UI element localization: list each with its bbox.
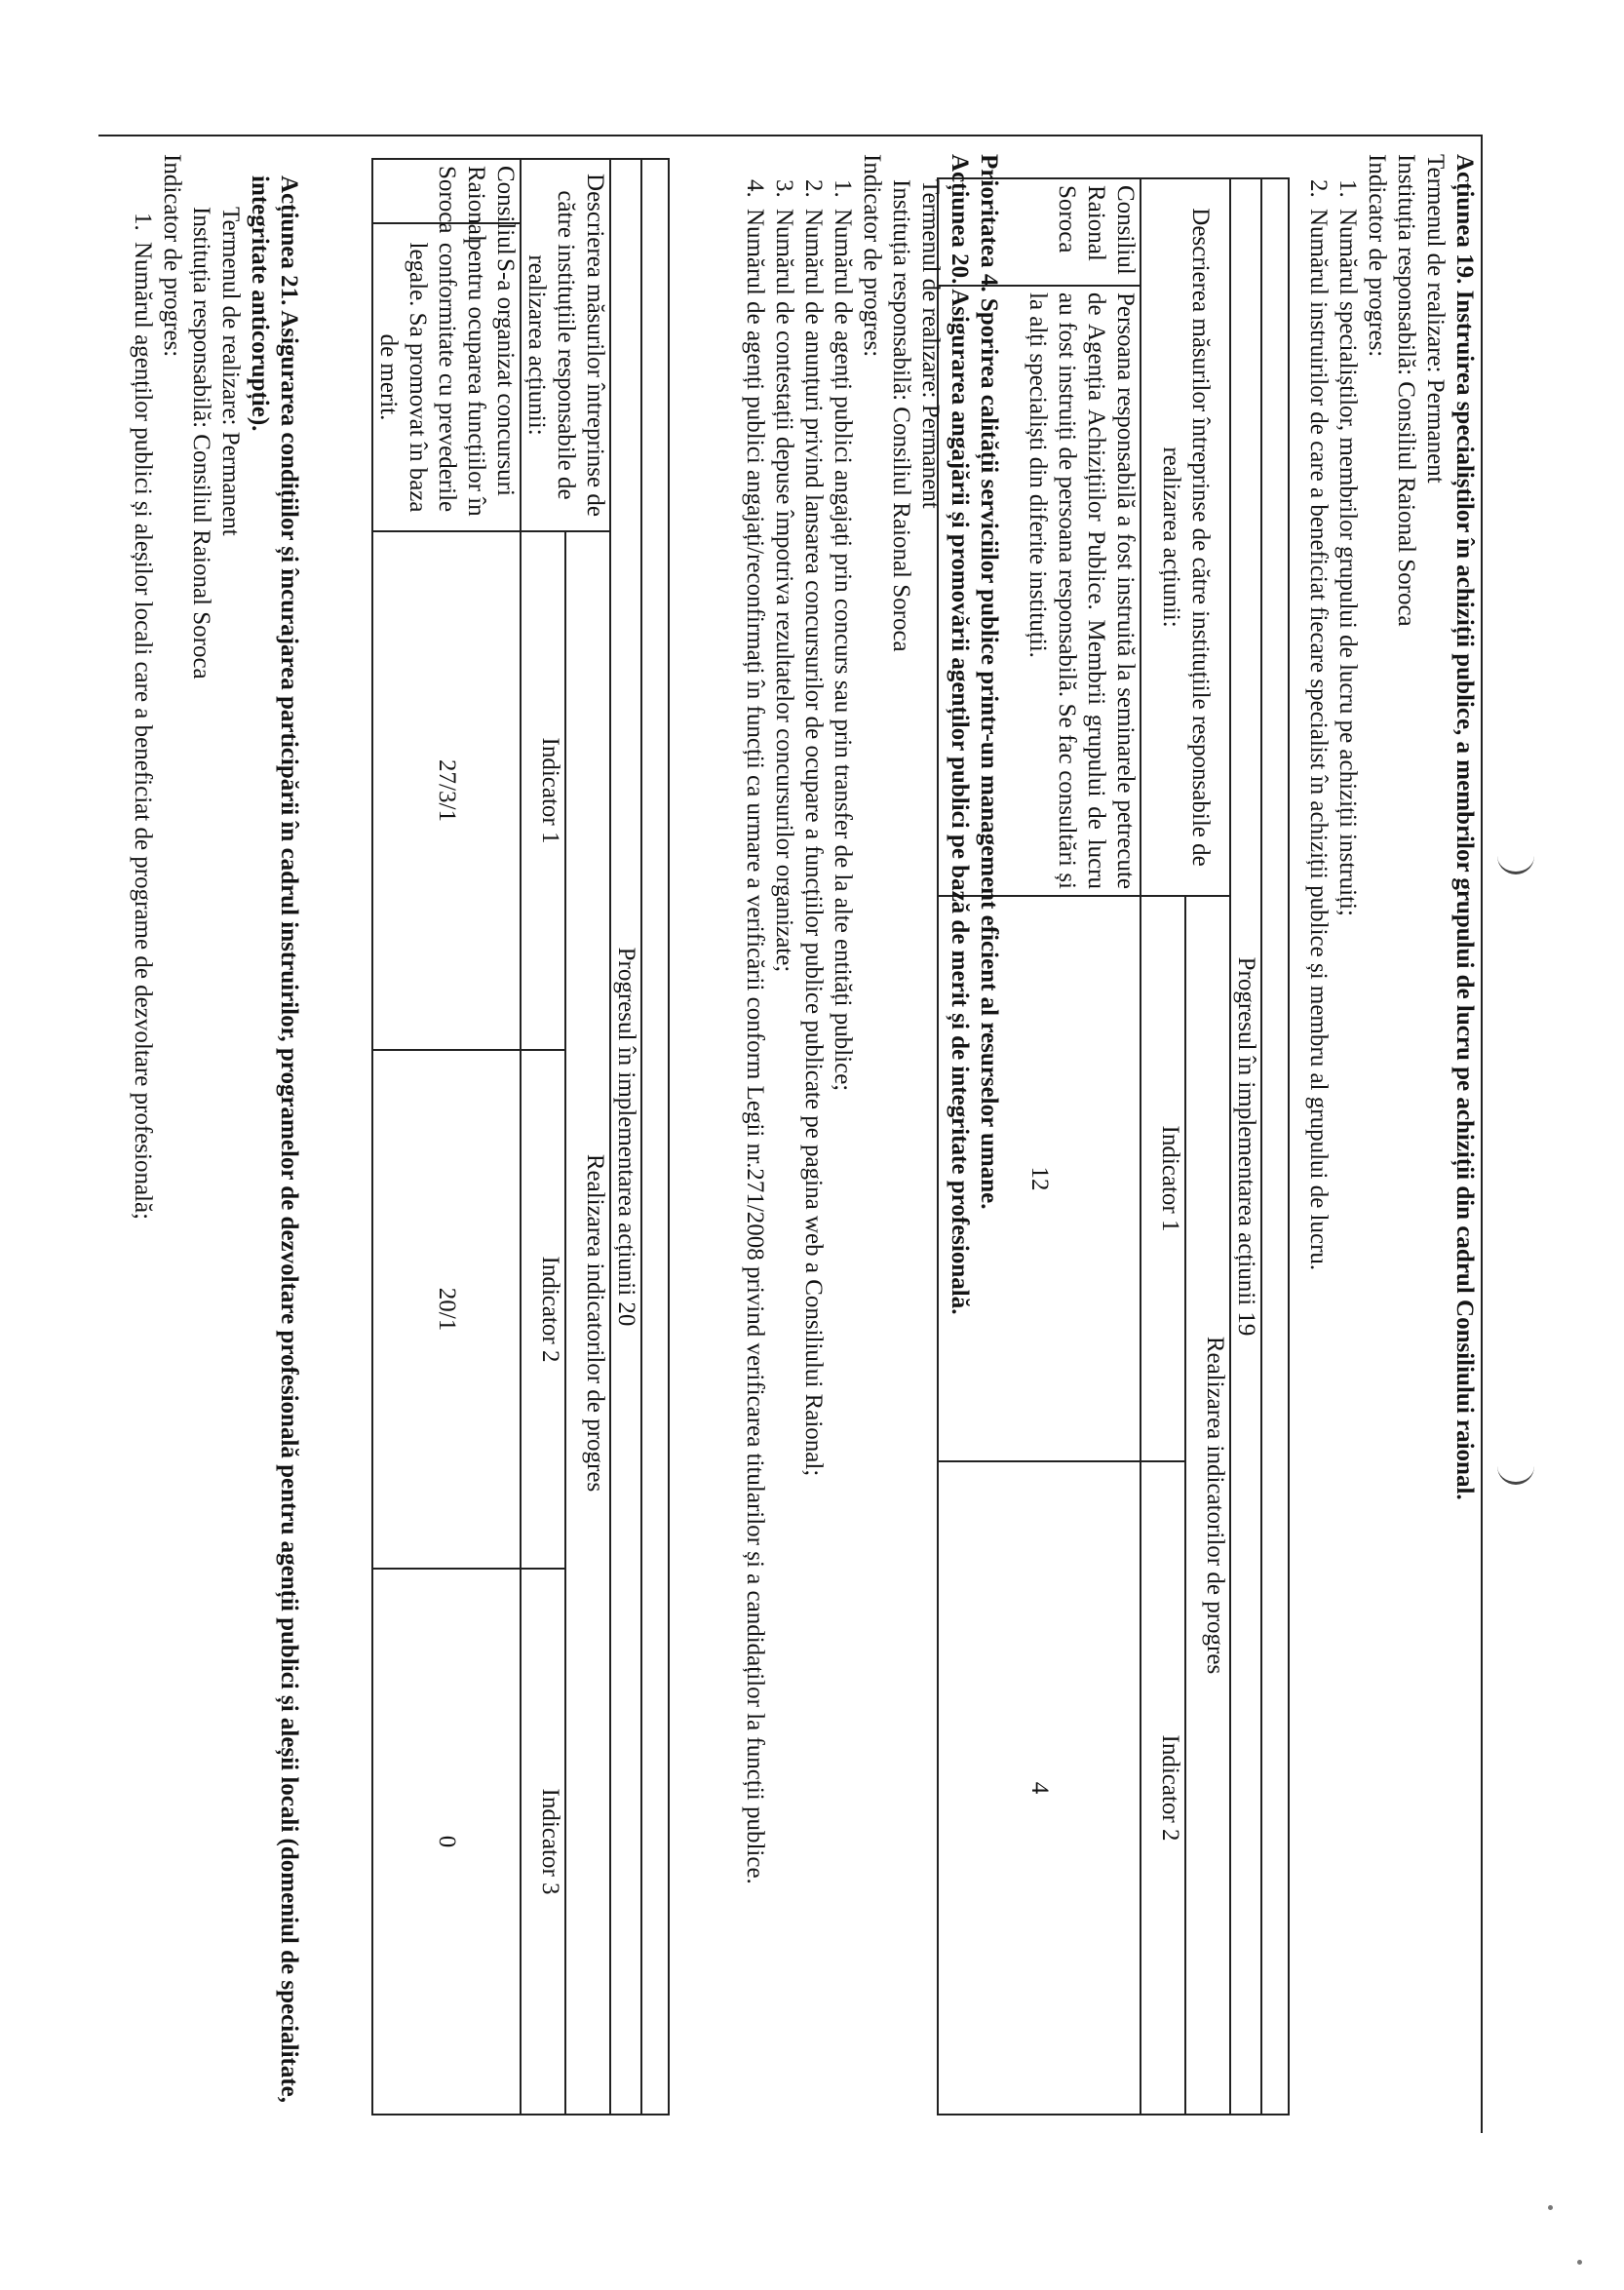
action-19-indicator-heading: Indicator de progres: (1364, 154, 1390, 358)
action-20-indicator-2: 2. Numărul de anunțuri privind lansarea concursurilor de ocupare a funcțiilor publice publicate pe pagina web a Consiliului Raional; (800, 179, 827, 1477)
table-19-measures-header: Descrierea măsurilor întreprinse de către instituțiile responsabile de realizarea acțiunii: (1141, 178, 1230, 896)
priority-4-title: Prioritatea 4. Sporirea calității serviciilor publice printr-un management eficient al resurselor umane. (976, 154, 1002, 1210)
action-19-section (1303, 154, 1479, 2123)
rotated-document-page (98, 135, 1483, 2133)
table-20-indicators-header: Realizarea indicatorilor de progres (565, 531, 610, 2115)
action-19-indicator-2: 2. Numărul instruirilor de care a beneficiat fiecare specialist în achiziții publice și membru al grupului de lucru. (1305, 179, 1332, 1271)
table-20-institution: Consiliul Raional Soroca (372, 159, 521, 223)
table-20-indicator-3-header: Indicator 3 (521, 1569, 565, 2115)
action-20-title: Acțiunea 20. Asigurarea angajării și promovării agenților publici pe bază de merit și de integritate profesională. (947, 154, 973, 1315)
table-20-value-1: 27/3/1 (372, 531, 521, 1050)
punch-hole-mark (1497, 1460, 1534, 1485)
table-20-indicator-2-header: Indicator 2 (521, 1050, 565, 1569)
action-21-indicator-heading: Indicator de progres: (159, 154, 185, 358)
table-20-measures-header: Descrierea măsurilor întreprinse de către instituțiile responsabile de realizarea acțiunii: (521, 159, 610, 531)
table-19-indicator-2-header: Indicator 2 (1141, 1461, 1185, 2115)
table-20-value-3: 0 (372, 1569, 521, 2115)
action-20-section (740, 154, 1003, 2123)
punch-hole-mark (1497, 850, 1534, 874)
action-21-title: Acțiunea 21. Asigurarea condițiilor și încurajarea participării în cadrul instruirilor, programelor de dezvoltare profesională pentru agenții publici și aleșii locali (domeniul de specialitate, integritate anticorupție). (247, 175, 302, 2104)
action-20-deadline: Termenul de realizare: Permanent (917, 179, 944, 509)
table-19-top-bar (1261, 178, 1289, 2115)
action-21-institution: Instituția responsabilă: Consiliul Raional Soroca (188, 207, 214, 679)
action-19-indicator-1: 1. Numărul specialiștilor, membrilor grupului de lucru pe achiziții instruiți; (1334, 179, 1361, 916)
table-20-indicator-1-header: Indicator 1 (521, 531, 565, 1050)
table-row (372, 159, 521, 2115)
table-20-description: S-a organizat concursuri pentru ocuparea funcțiilor în conformitate cu prevederile legale. Sa promovat în baza de merit. (372, 223, 521, 531)
action-20-indicator-4: 4. Numărul de agenți publici angajați/reconfirmați în funcții ca urmare a verificării conform Legii nr.271/2008 privind verificarea titularilor și a candidaților la funcții publice. (742, 179, 768, 1884)
scan-speck (1577, 2260, 1582, 2265)
action-20-institution: Instituția responsabilă: Consiliul Raional Soroca (888, 179, 914, 652)
table-20-progress-header: Progresul în implementarea acțiunii 20 (610, 159, 641, 2115)
action-19-deadline: Termenul de realizare: Permanent (1422, 154, 1449, 484)
action-20-table (371, 158, 670, 2115)
table-19-description: Persoana responsabilă a fost instruită la seminarele petrecute de Agenția Achizițiilor Publice. Membrii grupului de lucru au fost instruiți de persoana responsabilă. Se fac consultări și la alți specialiști din diferite instituții. (938, 286, 1141, 896)
action-20-indicator-heading: Indicator de progres: (859, 154, 885, 358)
table-20-value-2: 20/1 (372, 1050, 521, 1569)
action-20-indicator-3: 3. Numărul de contestații depuse împotriva rezultatelor concursurilor organizate; (771, 179, 797, 973)
action-19-title: Acțiunea 19. Instruirea specialiștilor în achiziții publice, a membrilor grupului de lucru pe achiziții din cadrul Consiliului raional. (1451, 154, 1478, 1500)
action-20-indicator-1: 1. Numărul de agenți publici angajați prin concurs sau prin transfer de la alte entități publice; (830, 179, 856, 1092)
table-19-progress-header: Progresul în implementarea acțiunii 19 (1230, 178, 1261, 2115)
action-21-deadline: Termenul de realizare: Permanent (217, 207, 244, 536)
table-19-value-2: 4 (938, 1461, 1141, 2115)
table-19-indicator-1-header: Indicator 1 (1141, 896, 1185, 1461)
action-21-indicator-1: 1. Numărul agenților publici și aleșilor locali care a beneficiat de programe de dezvoltare profesională; (130, 213, 156, 1221)
table-19-institution: Consiliul Raional Soroca (938, 178, 1141, 286)
table-20-top-bar (641, 159, 669, 2115)
table-19-value-1: 12 (938, 896, 1141, 1461)
action-19-institution: Instituția responsabilă: Consiliul Raional Soroca (1393, 154, 1419, 627)
table-19-indicators-header: Realizarea indicatorilor de progres (1185, 896, 1230, 2115)
scan-speck (1548, 2205, 1553, 2210)
action-21-section (128, 154, 303, 2123)
